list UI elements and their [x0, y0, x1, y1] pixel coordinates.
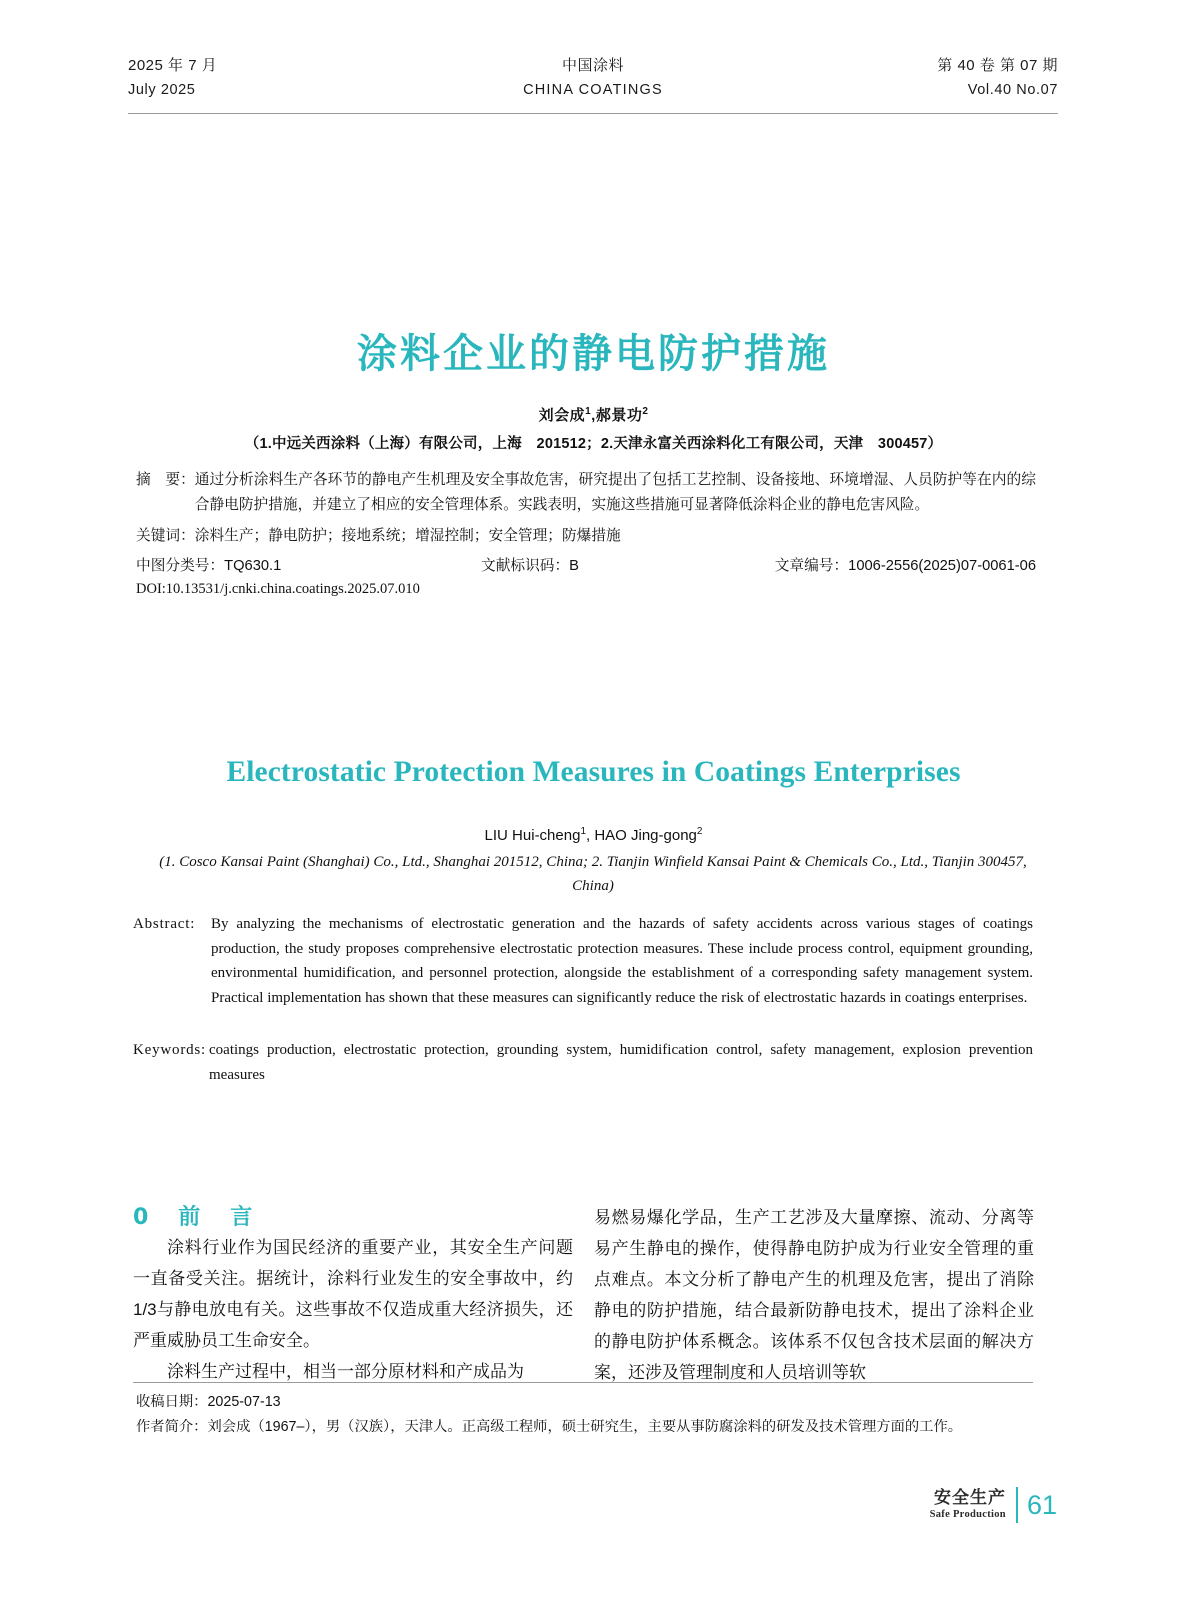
keywords-en-label: Keywords:	[133, 1042, 207, 1058]
body-paragraph-3: 易燃易爆化学品，生产工艺涉及大量摩擦、流动、分离等易产生静电的操作，使得静电防护成为行业安全管理的重点难点。本文分析了静电产生的机理及危害，提出了消除静电的防护措施，结合最新防静电技术，提出了涂料企业的静电防护体系概念。该体系不仅包含技术层面的解决方案，还涉及管理制度和人员培训等软	[594, 1208, 1034, 1382]
footer-label-zh: 安全生产	[933, 1488, 1006, 1509]
volume-issue-en: Vol.40 No.07	[967, 81, 1058, 98]
author-en-1-affil-mark: 1	[580, 826, 586, 837]
footnotes	[136, 1390, 1036, 1440]
abstract-zh-text: 通过分析涂料生产各环节的静电产生机理及安全事故危害，研究提出了包括工艺控制、设备接地、环境增湿、人员防护等在内的综合静电防护措施，并建立了相应的安全管理体系。实践表明，实施这些措施可显著降低涂料企业的静电危害风险。	[194, 472, 1036, 513]
author-zh-separator: ,郝景功	[591, 407, 643, 424]
abstract-en	[133, 912, 1033, 1010]
footer-label-en: Safe Production	[929, 1508, 1006, 1520]
author-zh-1: 刘会成	[538, 407, 586, 424]
keywords-en-text: coatings production, electrostatic protection, grounding system, humidification control, safety management, explosion prevention measures	[209, 1042, 1033, 1083]
issue-date-en: July 2025	[128, 81, 196, 98]
received-date: 收稿日期：2025-07-13	[136, 1394, 281, 1410]
author-en-1: LIU Hui-cheng	[484, 827, 581, 844]
journal-name-en: CHINA COATINGS	[523, 81, 663, 98]
issue-date-zh: 2025 年 7 月	[128, 57, 218, 74]
abstract-en-label: Abstract:	[133, 916, 196, 932]
body-column-right	[594, 1202, 1034, 1388]
running-head-center	[128, 55, 1058, 101]
keywords-zh: 关键词：涂料生产；静电防护；接地系统；增湿控制；安全管理；防爆措施	[136, 528, 621, 544]
page-footer	[930, 1484, 1057, 1526]
running-head-right	[937, 55, 1058, 101]
affiliation-zh: （1.中远关西涂料（上海）有限公司，上海 201512；2.天津永富关西涂料化工有限公司，天津 300457）	[244, 436, 943, 452]
section-heading-introduction: 0 前 言	[133, 1205, 257, 1230]
abstract-en-text: By analyzing the mechanisms of electrostatic generation and the hazards of safety accidents across various stages of coatings production, the study proposes comprehensive electrostatic protection measures. These include process control, equipment grounding, environmental humidification, and personnel protection, alongside the establishment of a corresponding safety management system. Practical implementation has shown that these measures can significantly reduce the risk of electrostatic hazards in coatings enterprises.	[211, 916, 1033, 1006]
author-zh-2-affil-mark: 2	[642, 406, 649, 417]
clc-number: 中图分类号：TQ630.1	[136, 558, 282, 574]
page-title-en: Electrostatic Protection Measures in Coatings Enterprises	[226, 756, 961, 788]
journal-name-zh: 中国涂料	[561, 57, 624, 74]
page-title-zh: 涂料企业的静电防护措施	[357, 331, 830, 377]
authors-zh	[0, 404, 1187, 425]
body-column-left	[133, 1232, 573, 1387]
authors-en	[0, 826, 1187, 844]
author-biography: 作者简介：刘会成（1967–），男（汉族），天津人。正高级工程师，硕士研究生，主要从事防腐涂料的研发及技术管理方面的工作。	[136, 1419, 963, 1435]
running-head	[128, 55, 1058, 114]
footnote-divider	[133, 1382, 1033, 1383]
abstract-zh	[136, 468, 1036, 518]
keywords-en	[133, 1038, 1033, 1087]
author-zh-1-affil-mark: 1	[585, 406, 592, 417]
volume-issue-zh: 第 40 卷 第 07 期	[937, 57, 1058, 74]
affiliation-en: (1. Cosco Kansai Paint (Shanghai) Co., Ltd., Shanghai 201512, China; 2. Tianjin Winfield Kansai Paint & Chemicals Co., Ltd., Tianjin 300457, China)	[159, 854, 1027, 894]
page-number: 61	[1026, 1489, 1057, 1520]
document-code: 文献标识码：B	[481, 558, 579, 574]
footer-section-label	[930, 1489, 1016, 1521]
article-number: 文章编号：1006-2556(2025)07-0061-06	[774, 558, 1036, 574]
author-en-separator: , HAO Jing-gong	[586, 827, 697, 844]
abstract-zh-label: 摘 要：	[136, 472, 195, 488]
doi: DOI:10.13531/j.cnki.china.coatings.2025.07.010	[136, 581, 420, 597]
author-en-2-affil-mark: 2	[696, 826, 703, 837]
body-paragraph-2: 涂料生产过程中，相当一部分原材料和产成品为	[167, 1362, 524, 1381]
body-paragraph-1: 涂料行业作为国民经济的重要产业，其安全生产问题一直备受关注。据统计，涂料行业发生的安全事故中，约1/3与静电放电有关。这些事故不仅造成重大经济损失，还严重威胁员工生命安全。	[133, 1238, 573, 1350]
